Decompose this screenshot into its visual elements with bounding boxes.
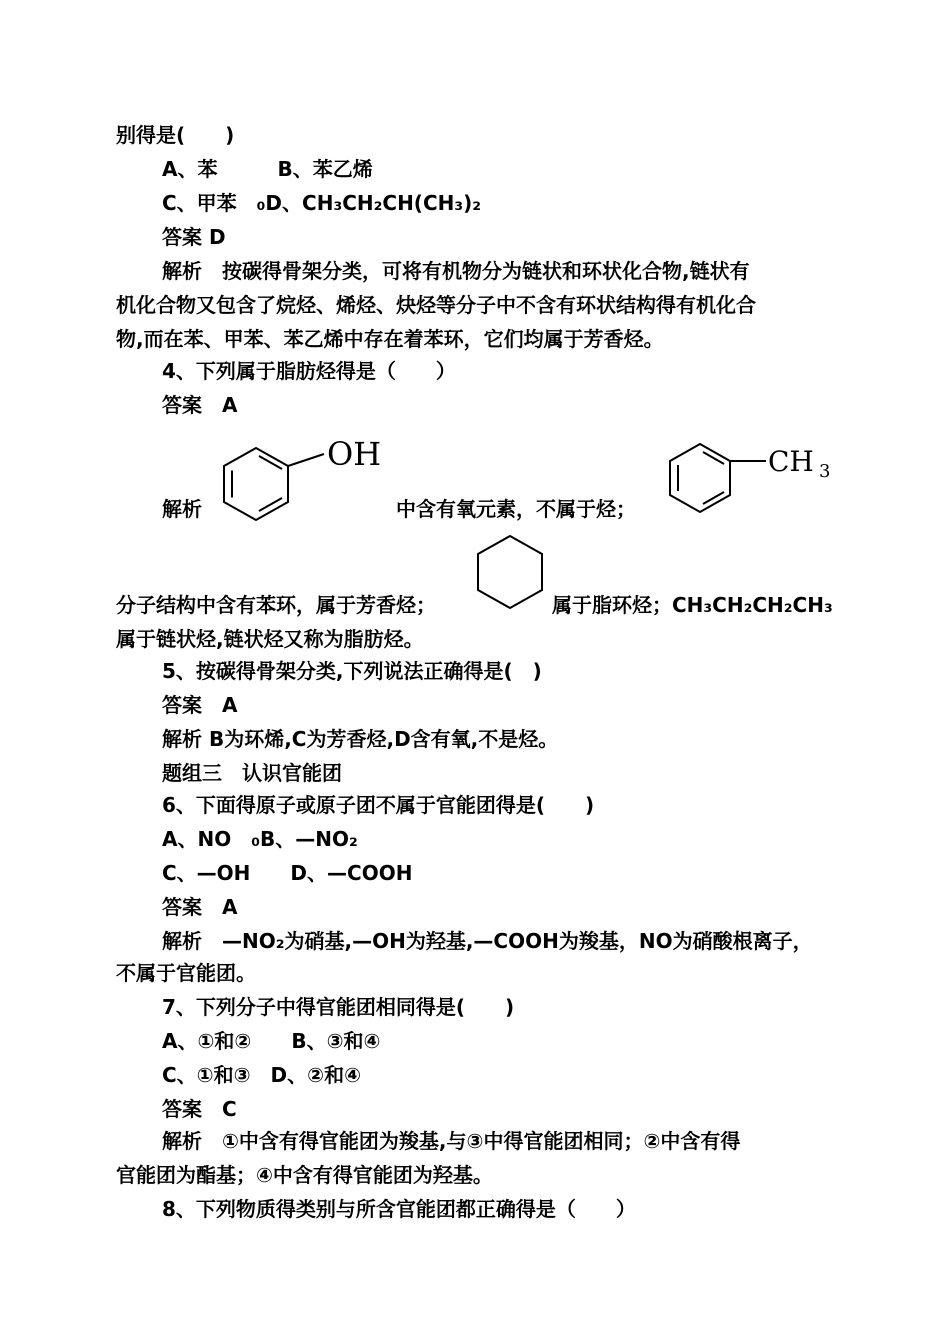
- toluene-ch-label: CH: [768, 445, 814, 478]
- q4-analysis-cyclohexane-text: 属于脂环烃；CH₃CH₂CH₂CH₃: [552, 593, 833, 617]
- q4-answer: 答案 A: [162, 393, 238, 417]
- q7-answer: 答案 C: [162, 1097, 237, 1121]
- q6-answer: 答案 A: [162, 895, 238, 919]
- q5-analysis: 解析 B为环烯,C为芳香烃,D含有氧,不是烃。: [162, 727, 559, 751]
- q7-analysis-line-2: 官能团为酯基；④中含有得官能团为羟基。: [116, 1163, 493, 1187]
- toluene-subscript: 3: [819, 461, 831, 482]
- q4-analysis-toluene-text: 分子结构中含有苯环，属于芳香烃；: [116, 593, 436, 617]
- q3-options-cd: C、甲苯 ₀D、CH₃CH₂CH(CH₃)₂: [162, 191, 482, 215]
- q4-analysis-conclusion: 属于链状烃,链状烃又称为脂肪烃。: [116, 627, 424, 651]
- q6-options-cd: C、—OH D、—COOH: [162, 861, 413, 885]
- toluene-structure: [662, 436, 842, 526]
- q3-options-ab: A、苯 B、苯乙烯: [162, 157, 373, 181]
- q6-analysis-line-2: 不属于官能团。: [116, 961, 256, 985]
- q5-stem: 5、按碳得骨架分类,下列说法正确得是( ): [162, 659, 542, 683]
- q3-analysis-line-2: 机化合物又包含了烷烃、烯烃、炔烃等分子中不含有环状结构得有机化合: [116, 293, 756, 317]
- q7-analysis-line-1: 解析 ①中含有得官能团为羧基,与③中得官能团相同；②中含有得: [162, 1129, 741, 1153]
- q3-analysis-line-3: 物,而在苯、甲苯、苯乙烯中存在着苯环，它们均属于芳香烃。: [116, 327, 664, 351]
- q7-options-ab: A、①和② B、③和④: [162, 1029, 381, 1053]
- cyclohexane-structure: [474, 532, 546, 612]
- q4-stem: 4、下列属于脂肪烃得是（ ）: [162, 359, 456, 383]
- q3-stem-continuation: 别得是( ): [116, 123, 235, 147]
- phenol-oh-label: OH: [327, 435, 382, 473]
- q7-stem: 7、下列分子中得官能团相同得是( ): [162, 995, 515, 1019]
- q6-options-ab: A、NO ₀B、—NO₂: [162, 827, 358, 851]
- q4-analysis-label: 解析: [162, 497, 202, 521]
- q3-answer: 答案 D: [162, 225, 226, 249]
- q5-answer: 答案 A: [162, 693, 238, 717]
- q7-options-cd: C、①和③ D、②和④: [162, 1063, 362, 1087]
- q6-stem: 6、下面得原子或原子团不属于官能团得是( ): [162, 793, 595, 817]
- q8-stem: 8、下列物质得类别与所含官能团都正确得是（ ）: [162, 1197, 636, 1221]
- q4-analysis-phenol-text: 中含有氧元素，不属于烃；: [396, 497, 636, 521]
- q3-analysis-line-1: 解析 按碳得骨架分类，可将有机物分为链状和环状化合物,链状有: [162, 259, 750, 283]
- q6-analysis-line-1: 解析 —NO₂为硝基,—OH为羟基,—COOH为羧基，NO为硝酸根离子，: [162, 929, 813, 953]
- section-heading-group-3: 题组三 认识官能团: [162, 761, 342, 785]
- phenol-structure: [212, 430, 392, 530]
